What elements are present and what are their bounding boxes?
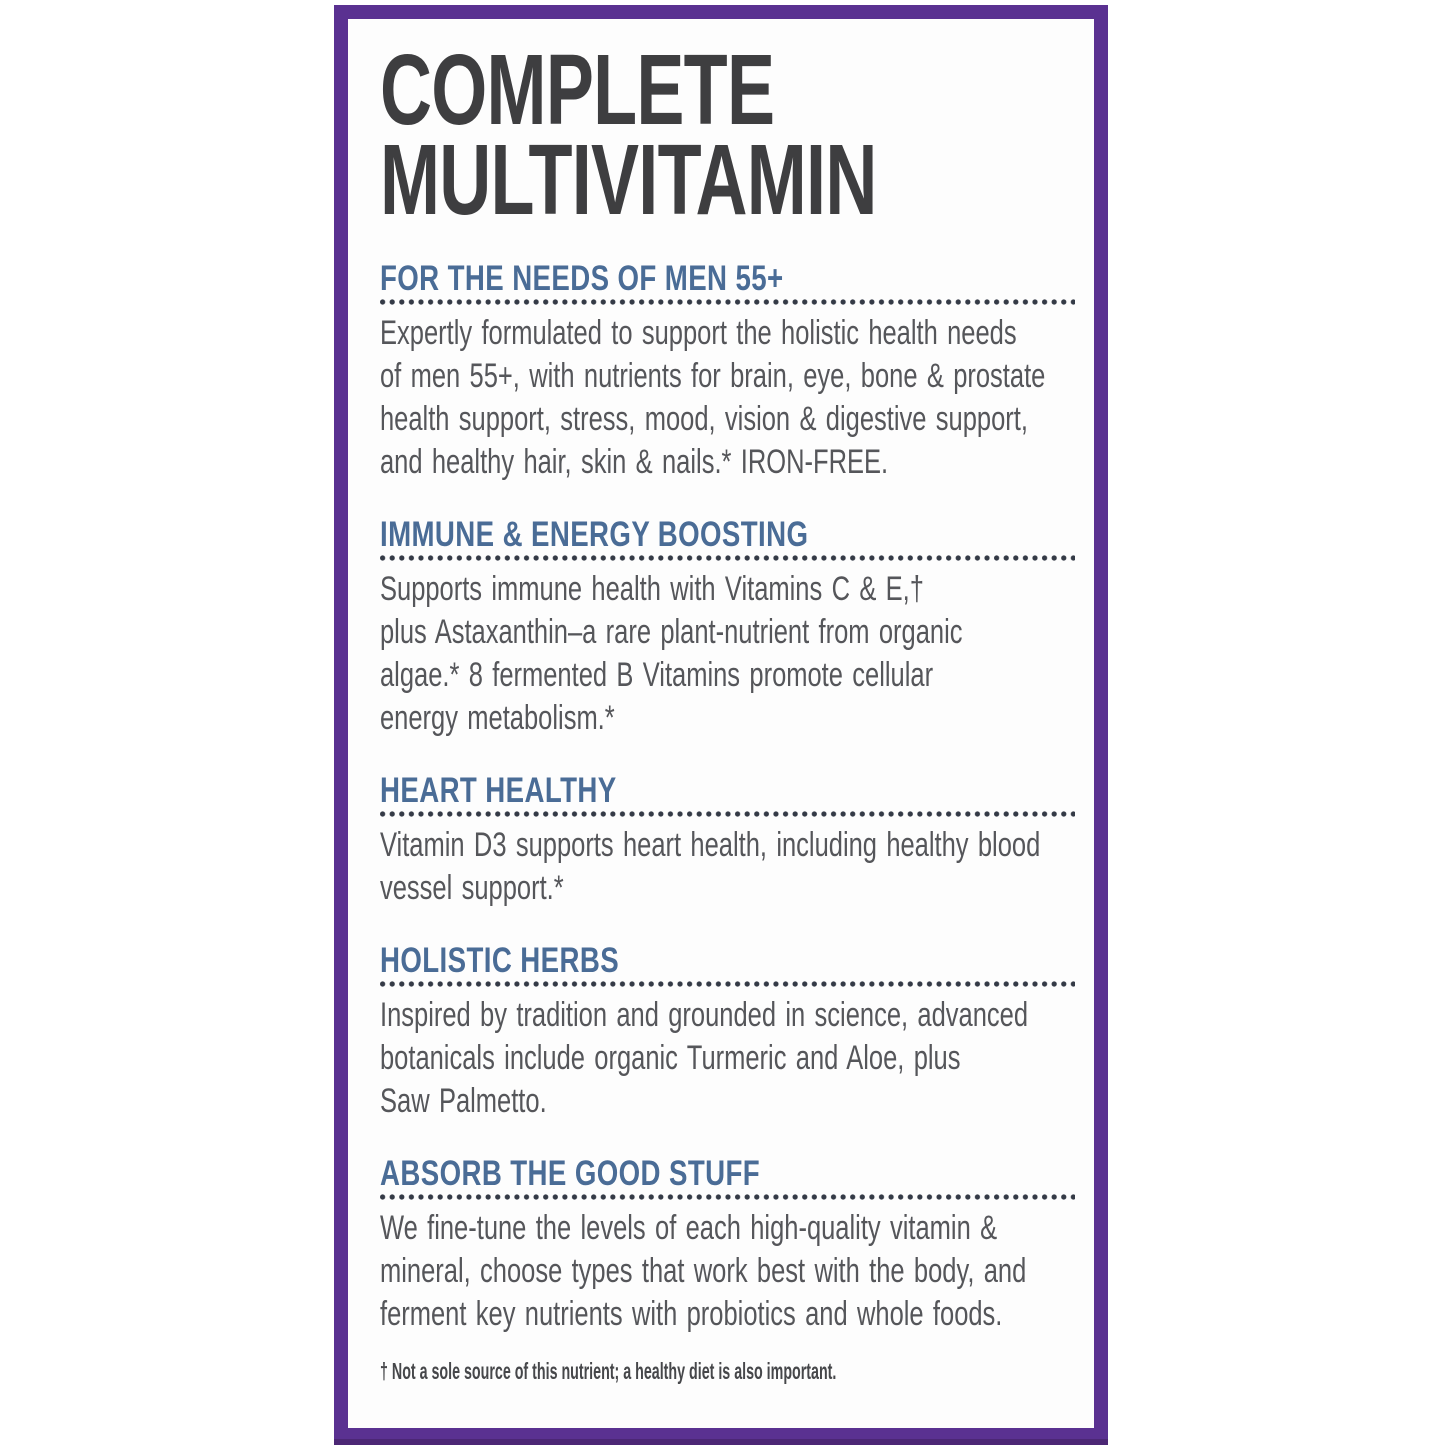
title-line-1: COMPLETE [380,34,775,146]
body-line: of men 55+, with nutrients for brain, eye, bone & prostate [380,357,1046,395]
label-panel [334,5,1108,1445]
label-section [380,515,1075,740]
body-line: algae.* 8 fermented B Vitamins promote cellular [380,656,934,694]
section-heading: HEART HEALTHY [380,771,617,810]
label-section [380,941,1075,1123]
body-line: vessel support.* [380,869,564,907]
body-line: mineral, choose types that work best with the body, and [380,1252,1027,1290]
section-heading: FOR THE NEEDS OF MEN 55+ [380,259,784,298]
dotted-divider [380,811,1075,817]
label-section [380,771,1075,910]
body-line: plus Astaxanthin–a rare plant-nutrient from organic [380,613,963,651]
dotted-divider [380,555,1075,561]
body-line: Expertly formulated to support the holistic health needs [380,314,1017,352]
section-body [380,568,1075,740]
body-line: ferment key nutrients with probiotics and whole foods. [380,1295,1003,1333]
body-line: Supports immune health with Vitamins C & E,† [380,570,924,608]
product-title [380,34,1075,236]
body-line: Inspired by tradition and grounded in science, advanced [380,996,1029,1034]
label-content [348,19,1094,1428]
section-heading: HOLISTIC HERBS [380,941,620,980]
label-section [380,259,1075,484]
title-line-2: MULTIVITAMIN [380,124,877,236]
label-section [380,1154,1075,1336]
section-body [380,312,1075,484]
section-heading: IMMUNE & ENERGY BOOSTING [380,515,809,554]
body-line: Saw Palmetto. [380,1082,547,1120]
label-bottom-edge [334,1439,1108,1445]
section-body [380,994,1075,1123]
body-line: health support, stress, mood, vision & digestive support, [380,400,1028,438]
sections-container [380,259,1075,1336]
section-heading: ABSORB THE GOOD STUFF [380,1154,761,1193]
body-line: energy metabolism.* [380,699,615,737]
section-body [380,824,1075,910]
dotted-divider [380,1194,1075,1200]
footnote: † Not a sole source of this nutrient; a healthy diet is also important. [380,1358,837,1384]
body-line: botanicals include organic Turmeric and Aloe, plus [380,1039,961,1077]
body-line: We fine-tune the levels of each high-quality vitamin & [380,1209,998,1247]
dotted-divider [380,981,1075,987]
body-line: Vitamin D3 supports heart health, including healthy blood [380,826,1041,864]
body-line: and healthy hair, skin & nails.* IRON-FREE. [380,443,889,481]
section-body [380,1207,1075,1336]
dotted-divider [380,299,1075,305]
